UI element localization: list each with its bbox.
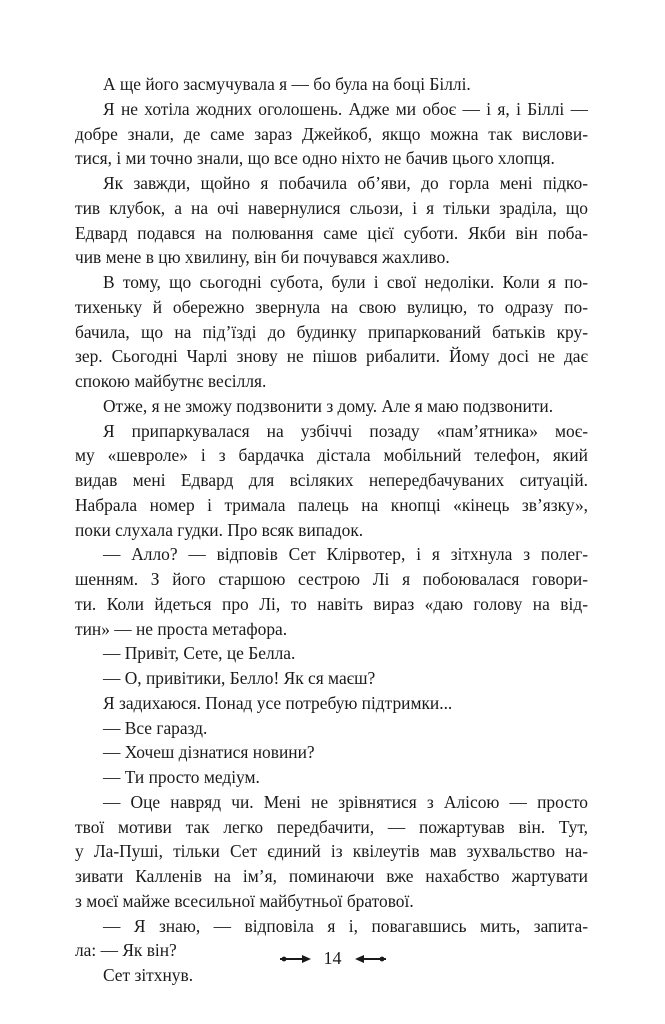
text-line: тися, і ми точно знали, що все одно ніхто не бачив цього хлопця. <box>75 148 555 169</box>
right-ornament-icon <box>352 953 388 965</box>
page-number: 14 <box>323 948 342 968</box>
page-footer <box>0 948 665 969</box>
text-line: з моєї майже всесильної майбутньої братової. <box>75 890 414 911</box>
text-line: добре знали, де саме зараз Джейкоб, якщо можна так вислови- <box>75 123 588 144</box>
text-line: ти. Коли йдеться про Лі, то навіть вираз «даю голову на від- <box>75 593 588 614</box>
text-line: Як завжди, щойно я побачила об’яви, до горла мені підко- <box>103 173 588 193</box>
text-line: — Привіт, Сете, це Белла. <box>103 643 296 664</box>
text-line: у Ла-Пуші, тільки Сет єдиний із квілеутів мав зухвальство на- <box>75 841 588 862</box>
text-line: му «шевроле» і з бардачка дістала мобільний телефон, який <box>75 445 588 466</box>
text-line: — О, привітики, Белло! Як ся маєш? <box>103 668 376 688</box>
text-line: Я задихаюся. Понад усе потребую підтримки... <box>103 692 453 713</box>
text-line: видав мені Едвард для всіляких непередбачуваних ситуацій. <box>75 470 588 490</box>
left-ornament-icon <box>278 953 314 965</box>
text-line: В тому, що сьогодні субота, були і свої недоліки. Коли я по- <box>103 272 588 292</box>
text-line: Едвард подався на полювання саме цієї суботи. Якби він поба- <box>75 222 588 243</box>
body-text <box>75 72 588 988</box>
text-line: чив мене в цю хвилину, він би почувався жахливо. <box>75 247 450 268</box>
text-line: зивати Калленів на ім’я, поминаючи вже нахабство жартувати <box>75 866 588 886</box>
text-line: поки слухала гудки. Про всяк випадок. <box>75 519 364 540</box>
text-line: — Алло? — відповів Сет Клірвотер, і я зітхнула з полег- <box>103 544 588 565</box>
text-line: тихеньку й обережно звернула на свою вулицю, то одразу по- <box>75 296 588 317</box>
text-line: ла: — Як він? <box>75 940 177 961</box>
text-line: тин» — не проста метафора. <box>75 618 288 639</box>
text-line: Сет зітхнув. <box>103 965 194 985</box>
text-line: бачила, що на під’їзді до будинку припаркований батьків кру- <box>75 321 588 342</box>
text-line: — Я знаю, — відповіла я і, повагавшись мить, запита- <box>103 915 588 936</box>
text-line: Я припаркувалася на узбіччі позаду «пам’ятника» моє- <box>103 420 588 441</box>
text-line: твої мотиви так легко передбачити, — пожартував він. Тут, <box>75 816 588 837</box>
text-line: зер. Сьогодні Чарлі знову не пішов рибалити. Йому досі не дає <box>75 346 588 367</box>
text-line: — Оце навряд чи. Мені не зрівнятися з Алісою — просто <box>103 791 588 812</box>
text-line: Отже, я не зможу подзвонити з дому. Але я маю подзвонити. <box>103 395 554 416</box>
text-line: — Хочеш дізнатися новини? <box>103 742 315 763</box>
text-line: спокою майбутнє весілля. <box>75 371 267 391</box>
text-line: — Ти просто медіум. <box>103 767 260 787</box>
text-line: Набрала номер і тримала палець на кнопці «кінець зв’язку», <box>75 494 588 515</box>
text-line: тив клубок, а на очі навернулися сльози, і я тільки зраділа, що <box>75 197 588 218</box>
text-line: — Все гаразд. <box>103 717 208 738</box>
text-line: Я не хотіла жодних оголошень. Адже ми обоє — і я, і Біллі — <box>103 98 588 119</box>
text-line: шенням. З його старшою сестрою Лі я побоювалася говори- <box>75 569 588 589</box>
text-line: А ще його засмучувала я — бо була на боці Біллі. <box>103 74 471 94</box>
